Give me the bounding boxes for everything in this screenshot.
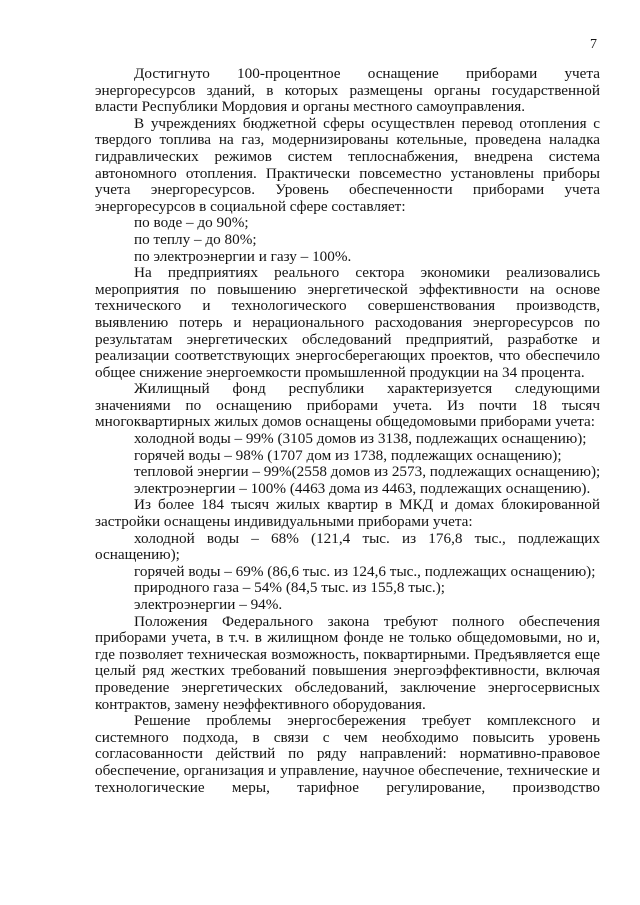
text-line: результатам энергетических обследований предприятий, разработке и [95,330,600,348]
paragraph [95,464,600,481]
text-line: выявлению потерь и нерационального расходования энергоресурсов по [95,313,600,331]
text-line: энергоресурсов зданий, в которых размещены органы государственной [95,81,600,99]
text-line: Достигнуто 100-процентное оснащение приборами учета [134,65,600,82]
text-line: природного газа – 54% (84,5 тыс. из 155,8 тыс.); [134,579,445,597]
text-line: обеспечение, организация и управление, научное обеспечение, технические и [95,761,600,779]
text-line: реализации соответствующих энергосберегающих проектов, что обеспечило [95,347,600,365]
text-line: холодной воды – 68% (121,4 тыс. из 176,8 тыс., подлежащих [134,529,600,547]
paragraph [95,614,600,714]
text-line: проведение энергетических обследований, заключение энергосервисных [95,678,600,696]
text-line: горячей воды – 69% (86,6 тыс. из 124,6 тыс., подлежащих оснащению); [134,562,596,580]
text-line: энергоресурсов в социальной сфере составляет: [95,197,406,215]
paragraph [95,381,600,431]
paragraph [95,564,600,581]
text-line: учета энергоресурсов. Уровень обеспеченности приборами учета [95,181,600,199]
page-number: 7 [590,37,597,52]
paragraph [95,249,600,266]
text-line: контрактов, замену неэффективного оборудования. [95,695,426,713]
text-line: мероприятия по повышению энергетической эффективности на основе [95,280,600,298]
text-line: оснащению); [95,546,180,564]
text-line: общее снижение энергоемкости промышленной продукции на 34 процента. [95,363,585,381]
paragraph [95,497,600,530]
text-line: гидравлических режимов систем теплоснабжения, внедрена система [95,147,600,165]
text-line: технологические меры, тарифное регулирование, производство [95,778,600,796]
text-line: приборами учета, в т.ч. в жилищном фонде не только общедомовыми, но и, [95,629,600,647]
text-line: Из более 184 тысяч жилых квартир в МКД и домах блокированной [134,496,600,514]
text-line: многоквартирных жилых домов оснащены общедомовыми приборами учета: [95,413,595,431]
text-line: автономного отопления. Практически повсеместно установлены приборы [95,164,600,182]
text-line: власти Республики Мордовия и органы местного самоуправления. [95,98,526,116]
text-line: В учреждениях бюджетной сферы осуществлен перевод отопления с [134,114,600,132]
text-line: целый ряд жестких требований повышения энергоэффективности, включая [95,662,600,680]
text-line: по теплу – до 80%; [134,230,257,248]
paragraph [95,116,600,216]
paragraph [95,66,600,116]
text-line: горячей воды – 98% (1707 дом из 1738, подлежащих оснащению); [134,446,562,464]
text-line: технического и технологического совершенствования производств, [95,297,600,315]
text-line: тепловой энергии – 99%(2558 домов из 2573, подлежащих оснащению); [134,463,601,481]
text-line: где позволяет техническая возможность, поквартирными. Предъявляется еще [95,645,600,663]
text-line: системного подхода, в связи с чем необходимо повысить уровень [95,728,600,746]
document-body [95,66,600,796]
text-line: по воде – до 90%; [134,214,249,232]
paragraph [95,431,600,448]
paragraph [95,265,600,381]
text-line: Решение проблемы энергосбережения требует комплексного и [134,712,600,730]
paragraph [95,713,600,796]
paragraph [95,597,600,614]
text-line: холодной воды – 99% (3105 домов из 3138, подлежащих оснащению); [134,430,587,448]
paragraph [95,531,600,564]
paragraph [95,580,600,597]
text-line: электроэнергии – 100% (4463 дома из 4463, подлежащих оснащению). [134,479,591,497]
paragraph [95,481,600,498]
text-line: согласованности действий по ряду направлений: нормативно-правовое [95,745,600,763]
text-line: Положения Федерального закона требуют полного обеспечения [134,612,600,630]
paragraph [95,232,600,249]
text-line: электроэнергии – 94%. [134,596,283,613]
paragraph [95,215,600,232]
text-line: застройки оснащены индивидуальными приборами учета: [95,513,473,531]
text-line: На предприятиях реального сектора экономики реализовались [134,264,600,282]
paragraph [95,448,600,465]
text-line: Жилищный фонд республики характеризуется следующими [134,380,600,398]
text-line: по электроэнергии и газу – 100%. [134,247,352,265]
text-line: значениями по оснащению приборами учета. Из почти 18 тысяч [95,396,600,414]
text-line: твердого топлива на газ, модернизированы котельные, проведена наладка [95,131,600,149]
